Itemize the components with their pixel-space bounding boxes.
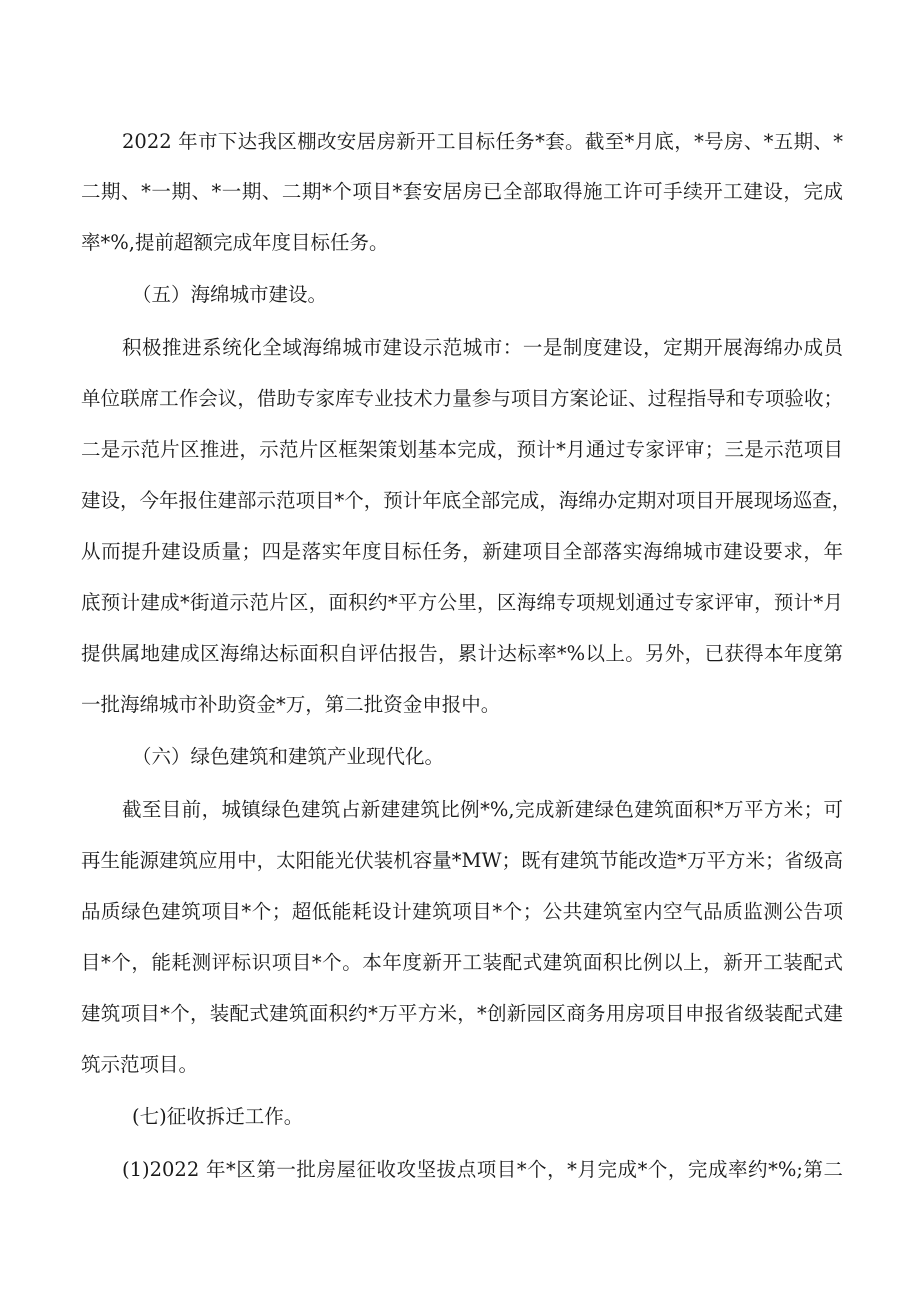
sponge-line-8: 一批海绵城市补助资金*万，第二批资金申报中。 bbox=[81, 693, 501, 716]
section-heading-7: (七)征收拆迁工作。 bbox=[132, 1105, 304, 1128]
section-heading-5: （五）海绵城市建设。 bbox=[132, 283, 328, 306]
expropriation-line-1: (1)2022 年*区第一批房屋征收攻坚拔点项目*个，*月完成*个，完成率约*%;第二 bbox=[122, 1158, 843, 1181]
housing-line-2: 二期、*一期、*一期、二期*个项目*套安居房已全部取得施工许可手续开工建设，完成 bbox=[81, 180, 843, 203]
housing-line-3: 率*%,提前超额完成年度目标任务。 bbox=[81, 231, 389, 254]
green-line-3: 品质绿色建筑项目*个；超低能耗设计建筑项目*个；公共建筑室内空气品质监测公告项 bbox=[81, 900, 843, 923]
sponge-line-4: 建设，今年报住建部示范项目*个，预计年底全部完成，海绵办定期对项目开展现场巡查， bbox=[81, 489, 852, 512]
green-line-4: 目*个，能耗测评标识项目*个。本年度新开工装配式建筑面积比例以上，新开工装配式 bbox=[81, 951, 843, 974]
sponge-line-3: 二是示范片区推进，示范片区框架策划基本完成，预计*月通过专家评审；三是示范项目 bbox=[81, 438, 843, 461]
sponge-line-6: 底预计建成*街道示范片区，面积约*平方公里，区海绵专项规划通过专家评审，预计*月 bbox=[81, 591, 843, 614]
green-line-1: 截至目前，城镇绿色建筑占新建建筑比例*%,完成新建绿色建筑面积*万平方米；可 bbox=[122, 798, 843, 821]
sponge-line-1: 积极推进系统化全域海绵城市建设示范城市：一是制度建设，定期开展海绵办成员 bbox=[122, 336, 843, 359]
housing-line-1: 2022 年市下达我区棚改安居房新开工目标任务*套。截至*月底，*号房、*五期、* bbox=[122, 130, 843, 153]
section-heading-6: （六）绿色建筑和建筑产业现代化。 bbox=[132, 745, 445, 768]
green-line-6: 筑示范项目。 bbox=[81, 1053, 199, 1076]
green-line-2: 再生能源建筑应用中，太阳能光伏装机容量*MW；既有建筑节能改造*万平方米；省级高 bbox=[81, 849, 843, 872]
sponge-line-5: 从而提升建设质量；四是落实年度目标任务，新建项目全部落实海绵城市建设要求，年 bbox=[81, 540, 843, 563]
sponge-line-2: 单位联席工作会议，借助专家库专业技术力量参与项目方案论证、过程指导和专项验收； bbox=[81, 387, 843, 410]
sponge-line-7: 提供属地建成区海绵达标面积自评估报告，累计达标率*%以上。另外，已获得本年度第 bbox=[81, 642, 843, 665]
green-line-5: 建筑项目*个，装配式建筑面积约*万平方米，*创新园区商务用房项目申报省级装配式建 bbox=[81, 1002, 843, 1025]
